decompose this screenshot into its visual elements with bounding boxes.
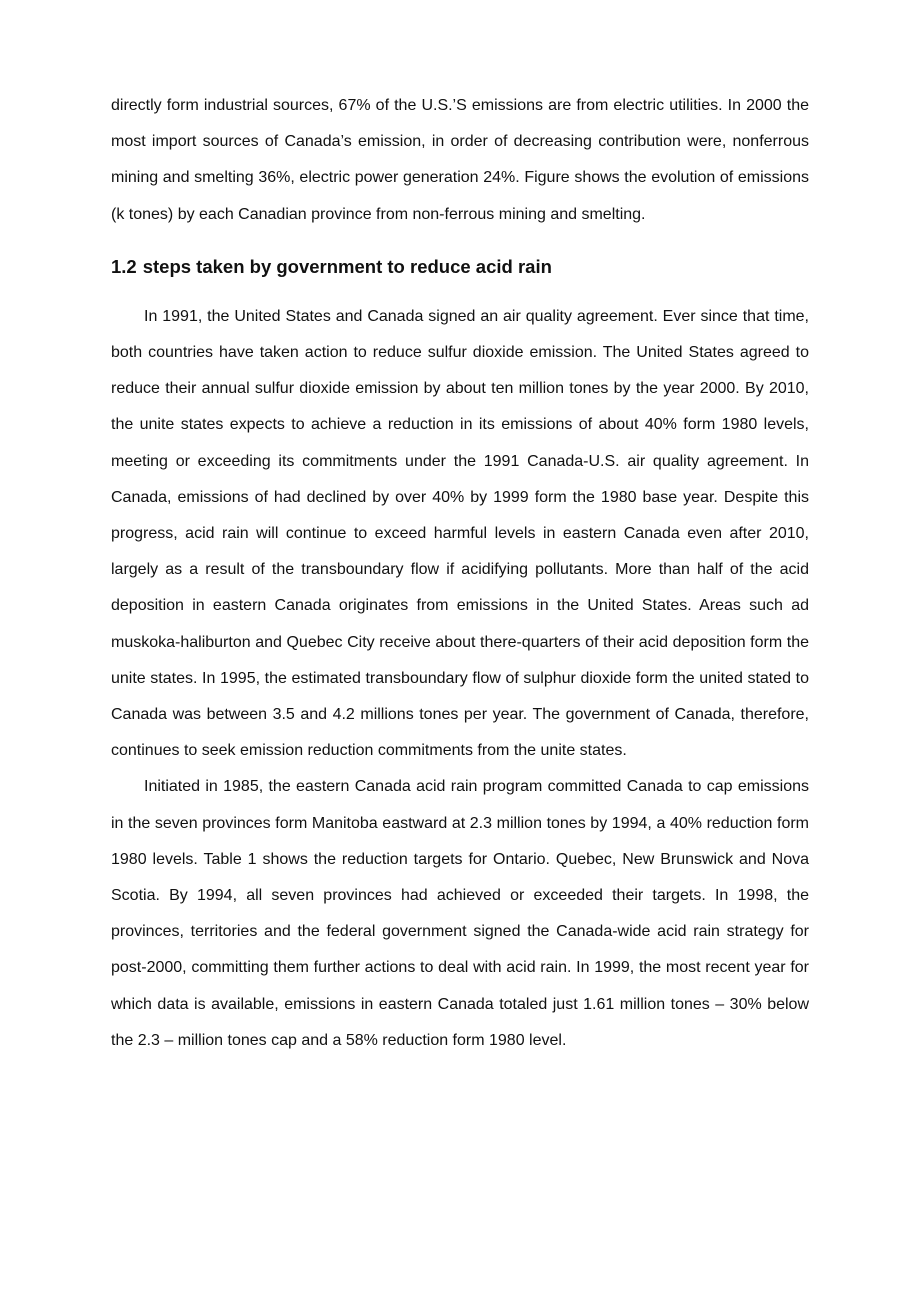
body-paragraph-1: In 1991, the United States and Canada signed an air quality agreement. Ever since that time, both countries have taken action to reduce sulfur dioxide emission. The United States agreed to reduce their annual sulfur dioxide emission by about ten million tones by the year 2000. By 2010, the unite states expects to achieve a reduction in its emissions of about 40% form 1980 levels, meeting or exceeding its commitments under the 1991 Canada-U.S. air quality agreement. In Canada, emissions of had declined by over 40% by 1999 form the 1980 base year. Despite this progress, acid rain will continue to exceed harmful levels in eastern Canada even after 2010, largely as a result of the transboundary flow if acidifying pollutants. More than half of the acid deposition in eastern Canada originates from emissions in the United States. Areas such ad muskoka-haliburton and Quebec City receive about there-quarters of their acid deposition form the unite states. In 1995, the estimated transboundary flow of sulphur dioxide form the united stated to Canada was between 3.5 and 4.2 millions tones per year. The government of Canada, therefore, continues to seek emission reduction commitments from the unite states. — [111, 307, 809, 760]
section-heading — [111, 249, 809, 285]
document-page — [111, 88, 809, 1059]
body-paragraph-2: Initiated in 1985, the eastern Canada acid rain program committed Canada to cap emissions in the seven provinces form Manitoba eastward at 2.3 million tones by 1994, a 40% reduction form 1980 levels. Table 1 shows the reduction targets for Ontario. Quebec, New Brunswick and Nova Scotia. By 1994, all seven provinces had achieved or exceeded their targets. In 1998, the provinces, territories and the federal government signed the Canada-wide acid rain strategy for post-2000, committing them further actions to deal with acid rain. In 1999, the most recent year for which data is available, emissions in eastern Canada totaled just 1.61 million tones – 30% below the 2.3 – million tones cap and a 58% reduction form 1980 level. — [111, 778, 809, 1049]
section-number: 1.2 — [111, 255, 137, 277]
intro-paragraph: directly form industrial sources, 67% of the U.S.’S emissions are from electric utilities. In 2000 the most import sources of Canada’s emission, in order of decreasing contribution were, nonferrous mining and smelting 36%, electric power generation 24%. Figure shows the evolution of emissions (k tones) by each Canadian province from non-ferrous mining and smelting. — [111, 97, 809, 223]
section-title: steps taken by government to reduce acid rain — [142, 255, 552, 277]
